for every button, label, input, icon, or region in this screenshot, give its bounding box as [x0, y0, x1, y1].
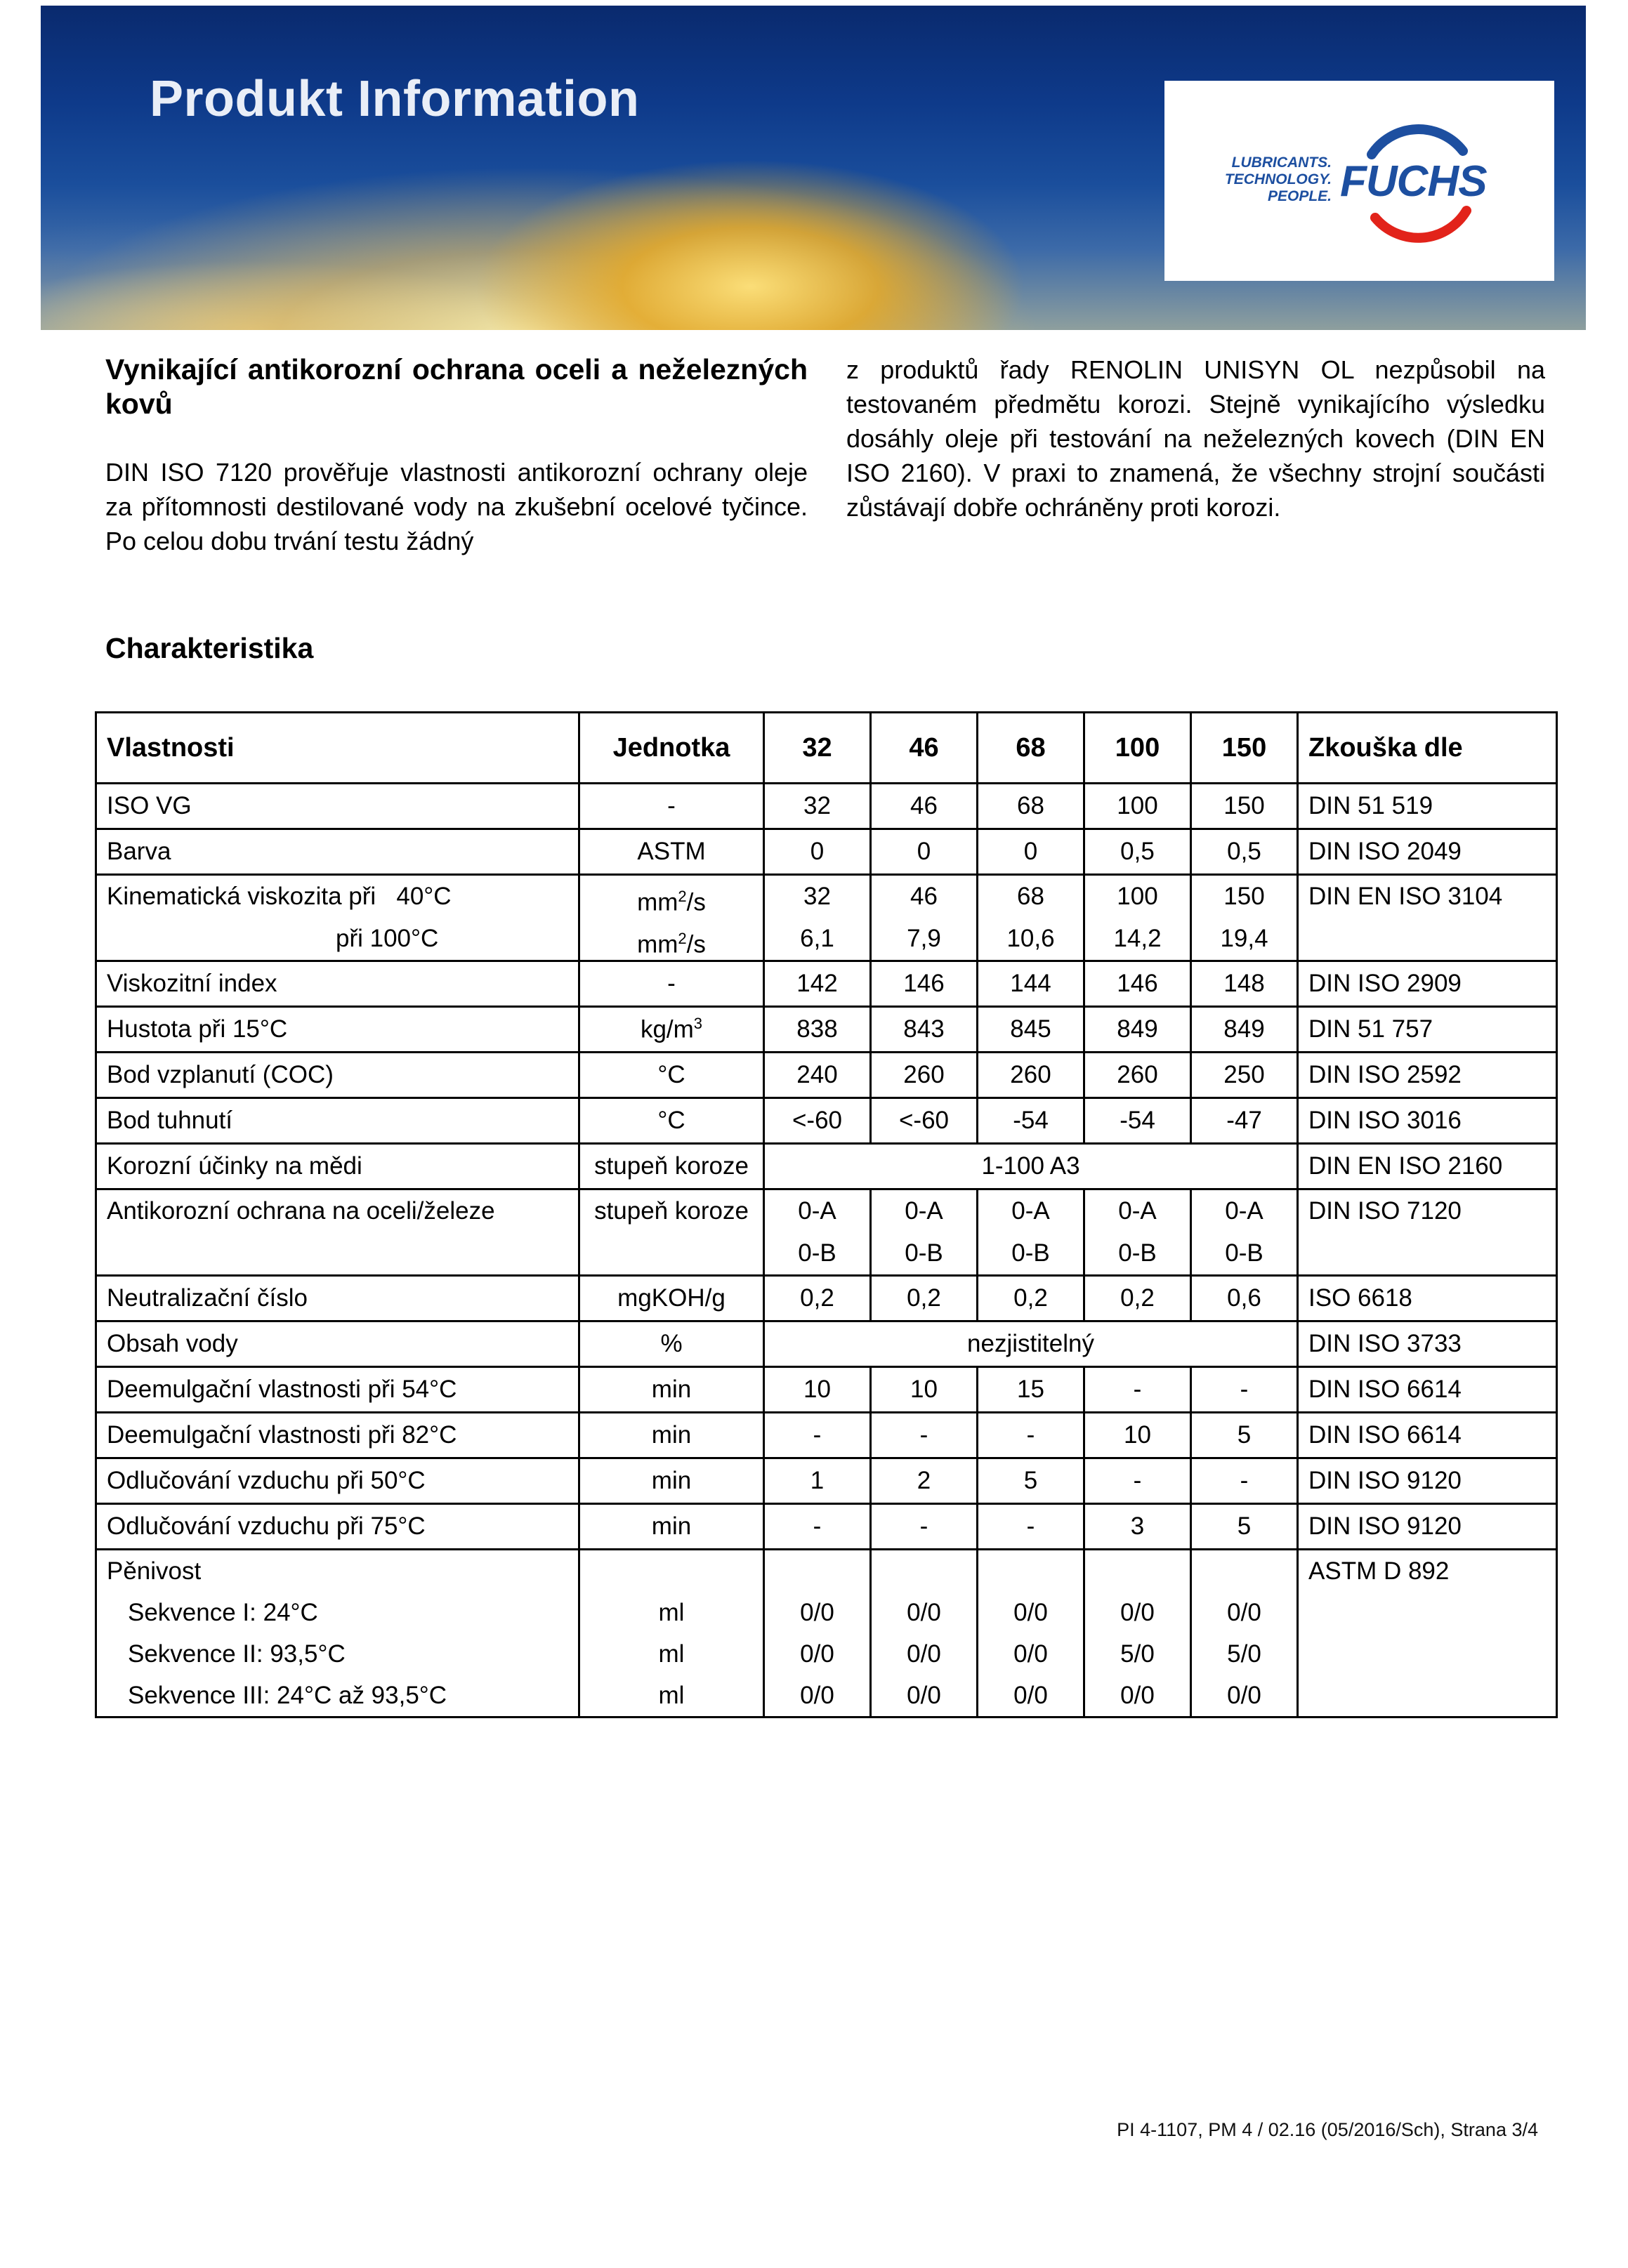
- property-label: Odlučování vzduchu při 75°C: [96, 1504, 579, 1550]
- header-banner: [41, 6, 1586, 330]
- value-cell: 100 14,2: [1084, 875, 1191, 961]
- value-cell: 142: [764, 961, 871, 1007]
- unit-cell: stupeň koroze: [579, 1144, 764, 1189]
- value-cell: -: [978, 1504, 1084, 1550]
- test-method: DIN ISO 7120: [1298, 1189, 1557, 1276]
- value-cell: -: [764, 1413, 871, 1458]
- unit-cell: -: [579, 961, 764, 1007]
- value-cell: 1: [764, 1458, 871, 1504]
- value-cell: 10: [764, 1367, 871, 1413]
- value-cell: 0: [764, 829, 871, 875]
- test-method: DIN EN ISO 3104: [1298, 875, 1557, 961]
- unit-cell: stupeň koroze: [579, 1189, 764, 1276]
- value-cell: 3: [1084, 1504, 1191, 1550]
- value-cell: 5: [1191, 1504, 1298, 1550]
- unit-cell: min: [579, 1367, 764, 1413]
- value-cell: 32 6,1: [764, 875, 871, 961]
- value-cell: 843: [871, 1007, 978, 1053]
- slogan-line-3: PEOPLE.: [1267, 188, 1332, 204]
- table-row: [96, 784, 1557, 829]
- section-title: Charakteristika: [105, 632, 314, 664]
- header-cell: Jednotka: [579, 713, 764, 784]
- value-cell: 0-A 0-B: [871, 1189, 978, 1276]
- test-method: DIN ISO 3016: [1298, 1098, 1557, 1144]
- property-label: [96, 875, 579, 961]
- value-cell: 5: [978, 1458, 1084, 1504]
- value-cell: 148: [1191, 961, 1298, 1007]
- test-method: DIN 51 519: [1298, 784, 1557, 829]
- value-cell: -: [978, 1413, 1084, 1458]
- intro-paragraph-left: DIN ISO 7120 prověřuje vlastnosti antikorozní ochrany oleje za přítomnosti destilované vody na zkušební ocelové tyčince. Po celou dobu trvání testu žádný: [105, 458, 808, 555]
- test-method: DIN EN ISO 2160: [1298, 1144, 1557, 1189]
- test-method: DIN 51 757: [1298, 1007, 1557, 1053]
- property-label: Korozní účinky na mědi: [96, 1144, 579, 1189]
- value-cell: -: [871, 1504, 978, 1550]
- value-cell: 146: [871, 961, 978, 1007]
- value-cell: 46 7,9: [871, 875, 978, 961]
- property-label: Odlučování vzduchu při 50°C: [96, 1458, 579, 1504]
- value-cell: 5: [1191, 1413, 1298, 1458]
- kinvis-label-40: Kinematická viskozita při 40°C: [107, 883, 452, 910]
- value-cell: 260: [871, 1053, 978, 1098]
- unit-mm2s: $mm^2/s$: [637, 888, 706, 916]
- value-cell: 68 10,6: [978, 875, 1084, 961]
- value-cell: -54: [1084, 1098, 1191, 1144]
- value-cell: 46: [871, 784, 978, 829]
- test-method: DIN ISO 3733: [1298, 1321, 1557, 1367]
- value-cell: 0/0 5/0 0/0: [1191, 1550, 1298, 1718]
- value-cell: 0: [978, 829, 1084, 875]
- header-cell: 46: [871, 713, 978, 784]
- value-cell: 2: [871, 1458, 978, 1504]
- table-row: [96, 1098, 1557, 1144]
- unit-mm2s: $mm^2/s$: [637, 930, 706, 958]
- header-cell: 32: [764, 713, 871, 784]
- property-label: Pěnivost Sekvence I: 24°C Sekvence II: 93,5°C Sekvence III: 24°C až 93,5°C: [96, 1550, 579, 1718]
- unit-cell: ASTM: [579, 829, 764, 875]
- value-cell: 849: [1191, 1007, 1298, 1053]
- table-row: [96, 1276, 1557, 1321]
- property-label: Deemulgační vlastnosti při 54°C: [96, 1367, 579, 1413]
- value-cell: -54: [978, 1098, 1084, 1144]
- table-row: [96, 875, 1557, 961]
- test-method: DIN ISO 2592: [1298, 1053, 1557, 1098]
- value-cell: 0-A 0-B: [1084, 1189, 1191, 1276]
- value-cell: 144: [978, 961, 1084, 1007]
- table-row: [96, 1367, 1557, 1413]
- unit-cell: %: [579, 1321, 764, 1367]
- property-label: Bod vzplanutí (COC): [96, 1053, 579, 1098]
- table-row: [96, 1504, 1557, 1550]
- slogan-line-1: LUBRICANTS.: [1231, 154, 1332, 171]
- value-cell: 0,2: [1084, 1276, 1191, 1321]
- property-label: Hustota při 15°C: [96, 1007, 579, 1053]
- table-row: [96, 961, 1557, 1007]
- test-method: DIN ISO 6614: [1298, 1413, 1557, 1458]
- intro-paragraph-right: z produktů řady RENOLIN UNISYN OL nezpůsobil na testovaném předmětu korozi. Stejně vynikajícího výsledku dosáhly oleje při testování na neželezných kovech (DIN EN ISO 2160). V praxi to znamená, že všechny strojní součásti zůstávají dobře ochráněny proti korozi.: [846, 355, 1545, 522]
- test-method: DIN ISO 9120: [1298, 1504, 1557, 1550]
- value-cell: 10: [1084, 1413, 1191, 1458]
- properties-table: [95, 711, 1558, 1718]
- unit-cell: min: [579, 1413, 764, 1458]
- table-row: [96, 1321, 1557, 1367]
- logo-slogan: [1212, 154, 1332, 205]
- value-cell: 845: [978, 1007, 1084, 1053]
- value-cell: 0,5: [1191, 829, 1298, 875]
- kinvis-label-100: při 100°C: [336, 925, 439, 952]
- unit-cell: [579, 875, 764, 961]
- value-cell: 0: [871, 829, 978, 875]
- value-cell: 150 19,4: [1191, 875, 1298, 961]
- table-row: [96, 1007, 1557, 1053]
- value-cell: 0,5: [1084, 829, 1191, 875]
- table-row: [96, 1458, 1557, 1504]
- unit-cell: mgKOH/g: [579, 1276, 764, 1321]
- value-cell: 0-A 0-B: [1191, 1189, 1298, 1276]
- value-cell: 150: [1191, 784, 1298, 829]
- value-cell: 849: [1084, 1007, 1191, 1053]
- value-cell: 0-A 0-B: [978, 1189, 1084, 1276]
- property-label: Barva: [96, 829, 579, 875]
- value-cell: 260: [1084, 1053, 1191, 1098]
- header-cell: Zkouška dle: [1298, 713, 1557, 784]
- value-cell: 68: [978, 784, 1084, 829]
- property-label: Deemulgační vlastnosti při 82°C: [96, 1413, 579, 1458]
- unit-cell: ml ml ml: [579, 1550, 764, 1718]
- value-cell: 100: [1084, 784, 1191, 829]
- value-cell: 240: [764, 1053, 871, 1098]
- header-cell: 100: [1084, 713, 1191, 784]
- unit-cell: -: [579, 784, 764, 829]
- unit-cell: min: [579, 1504, 764, 1550]
- value-cell: -: [1084, 1367, 1191, 1413]
- unit-cell: $kg/m^3$: [579, 1007, 764, 1053]
- logo-brand-name: FUCHS: [1340, 157, 1487, 206]
- value-cell: 0,2: [978, 1276, 1084, 1321]
- value-cell: 0-A 0-B: [764, 1189, 871, 1276]
- value-cell: 146: [1084, 961, 1191, 1007]
- intro-right-column: [846, 352, 1545, 525]
- value-cell: -: [871, 1413, 978, 1458]
- value-cell: <-60: [871, 1098, 978, 1144]
- banner-title: Produkt Information: [150, 71, 640, 127]
- property-label: Antikorozní ochrana na oceli/železe: [96, 1189, 579, 1276]
- test-method: ISO 6618: [1298, 1276, 1557, 1321]
- test-method: ASTM D 892: [1298, 1550, 1557, 1718]
- value-cell: -: [764, 1504, 871, 1550]
- brand-logo: [1164, 81, 1554, 281]
- table-row: [96, 1550, 1557, 1718]
- test-method: DIN ISO 9120: [1298, 1458, 1557, 1504]
- header-cell: 68: [978, 713, 1084, 784]
- test-method: DIN ISO 6614: [1298, 1367, 1557, 1413]
- test-method: DIN ISO 2049: [1298, 829, 1557, 875]
- unit-cell: min: [579, 1458, 764, 1504]
- table-row: [96, 1189, 1557, 1276]
- table-row: [96, 829, 1557, 875]
- property-label: Viskozitní index: [96, 961, 579, 1007]
- value-cell: <-60: [764, 1098, 871, 1144]
- property-label: Neutralizační číslo: [96, 1276, 579, 1321]
- page-footer: PI 4-1107, PM 4 / 02.16 (05/2016/Sch), Strana 3/4: [1117, 2119, 1538, 2140]
- value-cell: 0/0 5/0 0/0: [1084, 1550, 1191, 1718]
- property-label: ISO VG: [96, 784, 579, 829]
- value-cell: -: [1084, 1458, 1191, 1504]
- value-cell: 0,6: [1191, 1276, 1298, 1321]
- test-method: DIN ISO 2909: [1298, 961, 1557, 1007]
- intro-heading: Vynikající antikorozní ochrana oceli a neželezných kovů: [105, 353, 808, 420]
- intro-left-column: [105, 352, 808, 558]
- value-cell: -47: [1191, 1098, 1298, 1144]
- value-cell: 0,2: [764, 1276, 871, 1321]
- value-cell: -: [1191, 1367, 1298, 1413]
- table-header-row: [96, 713, 1557, 784]
- header-cell: 150: [1191, 713, 1298, 784]
- value-cell: 0/0 0/0 0/0: [978, 1550, 1084, 1718]
- property-label: Obsah vody: [96, 1321, 579, 1367]
- value-cell: 260: [978, 1053, 1084, 1098]
- value-cell: 1-100 A3: [764, 1144, 1298, 1189]
- unit-cell: °C: [579, 1098, 764, 1144]
- value-cell: 838: [764, 1007, 871, 1053]
- value-cell: 10: [871, 1367, 978, 1413]
- value-cell: 250: [1191, 1053, 1298, 1098]
- slogan-line-2: TECHNOLOGY.: [1224, 171, 1332, 187]
- property-label: Bod tuhnutí: [96, 1098, 579, 1144]
- value-cell: 15: [978, 1367, 1084, 1413]
- table-row: [96, 1053, 1557, 1098]
- table-row: [96, 1413, 1557, 1458]
- value-cell: 0/0 0/0 0/0: [764, 1550, 871, 1718]
- value-cell: -: [1191, 1458, 1298, 1504]
- value-cell: 32: [764, 784, 871, 829]
- header-cell: Vlastnosti: [96, 713, 579, 784]
- unit-cell: °C: [579, 1053, 764, 1098]
- value-cell: 0/0 0/0 0/0: [871, 1550, 978, 1718]
- table-row: [96, 1144, 1557, 1189]
- value-cell: nezjistitelný: [764, 1321, 1298, 1367]
- value-cell: 0,2: [871, 1276, 978, 1321]
